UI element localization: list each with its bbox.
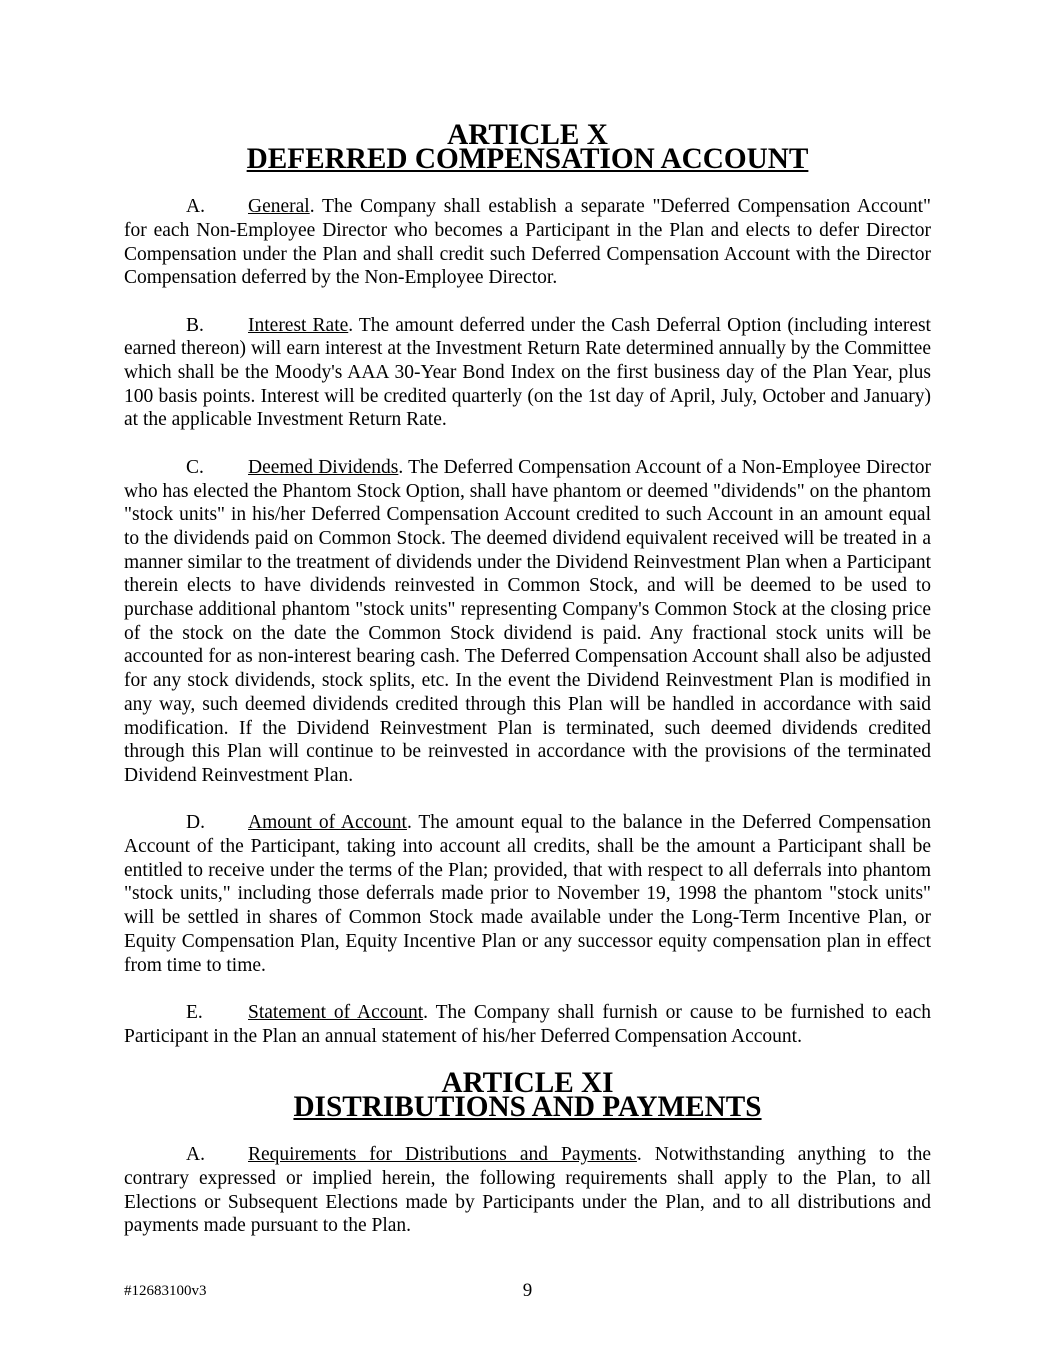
article-xi-title: DISTRIBUTIONS AND PAYMENTS (293, 1090, 762, 1123)
section-caption: Amount of Account (248, 812, 407, 834)
page-number: 9 (522, 1280, 533, 1301)
section-text: . The amount deferred under the Cash Deferral Option (including interest earned thereon) will earn interest at the Investment Return Rate determined annually by the Committee which shall be the Moody's AAA 30-Year Bond Index on the first business day of the Plan Year, plus 100 basis points. Interest will be credited quarterly (on the 1st day of April, July, October and January) at the applicable Investment Return Rate. (124, 314, 931, 431)
document-page (124, 119, 932, 1238)
document-id: #12683100v3 (124, 1283, 207, 1299)
section-caption: Requirements for Distributions and Payments (248, 1144, 637, 1166)
section-caption: Interest Rate (248, 314, 349, 336)
section-letter: C. (186, 456, 204, 478)
section-x-d (124, 811, 931, 977)
section-letter: A. (186, 196, 205, 218)
section-x-a (124, 195, 931, 290)
section-x-e (124, 1001, 931, 1048)
section-x-b (124, 314, 931, 433)
section-text: . The Company shall establish a separate "Deferred Compensation Account" for each Non-Employee Director who becomes a Participant in the Plan and elects to defer Director Compensation under the Plan and shall credit such Deferred Compensation Account with the Director Compensation deferred by the Non-Employee Director. (124, 196, 931, 289)
section-x-c (124, 456, 931, 788)
article-xi-heading (124, 1067, 931, 1123)
section-text: . Notwithstanding anything to the contrary expressed or implied herein, the following requirements shall apply to the Plan, to all Elections or Subsequent Elections made by Participants under the Plan, and to all distributions and payments made pursuant to the Plan. (124, 1144, 932, 1237)
section-text: . The Deferred Compensation Account of a Non-Employee Director who has elected the Phantom Stock Option, shall have phantom or deemed "dividends" on the phantom "stock units" in his/her Deferred Compensation Account credited to such Account in an amount equal to the dividends paid on Common Stock. The deemed dividend equivalent received will be treated in a manner similar to the treatment of dividends under the Dividend Reinvestment Plan when a Participant therein elects to have dividends reinvested in Common Stock, and will be deemed to be used to purchase additional phantom "stock units" representing Company's Common Stock at the closing price of the stock on the date the Common Stock dividend is paid. Any fractional stock units will be accounted for as non-interest bearing cash. The Deferred Compensation Account shall also be adjusted for any stock dividends, stock splits, etc. In the event the Dividend Reinvestment Plan is modified in any way, such deemed dividends credited through this Plan will be handled in accordance with said modification. If the Dividend Reinvestment Plan is terminated, such deemed dividends credited through this Plan will continue to be reinvested in accordance with the provisions of the terminated Dividend Reinvestment Plan. (124, 456, 931, 786)
section-letter: B. (186, 314, 204, 336)
section-xi-a (124, 1143, 931, 1238)
section-text: . The amount equal to the balance in the Deferred Compensation Account of the Participant, taking into account all credits, shall be the amount a Participant shall be entitled to receive under the terms of the Plan; provided, that with respect to all deferrals into phantom "stock units," including those deferrals made prior to November 19, 1998 the phantom "stock units" will be settled in shares of Common Stock made available under the Long-Term Incentive Plan, or Equity Compensation Plan, Equity Incentive Plan or any successor equity compensation plan in effect from time to time. (124, 812, 931, 976)
article-x-number: ARTICLE X (447, 119, 608, 151)
section-letter: A. (186, 1144, 205, 1166)
article-xi-number: ARTICLE XI (441, 1067, 614, 1100)
section-caption: General (248, 196, 310, 218)
section-caption: Deemed Dividends (248, 456, 399, 478)
article-x-title: DEFERRED COMPENSATION ACCOUNT (246, 142, 809, 175)
section-text: . The Company shall furnish or cause to be furnished to each Participant in the Plan an annual statement of his/her Deferred Compensation Account. (124, 1001, 931, 1047)
section-letter: E. (186, 1001, 203, 1023)
section-letter: D. (186, 812, 205, 834)
section-caption: Statement of Account (248, 1001, 424, 1023)
article-x-heading (124, 119, 931, 175)
